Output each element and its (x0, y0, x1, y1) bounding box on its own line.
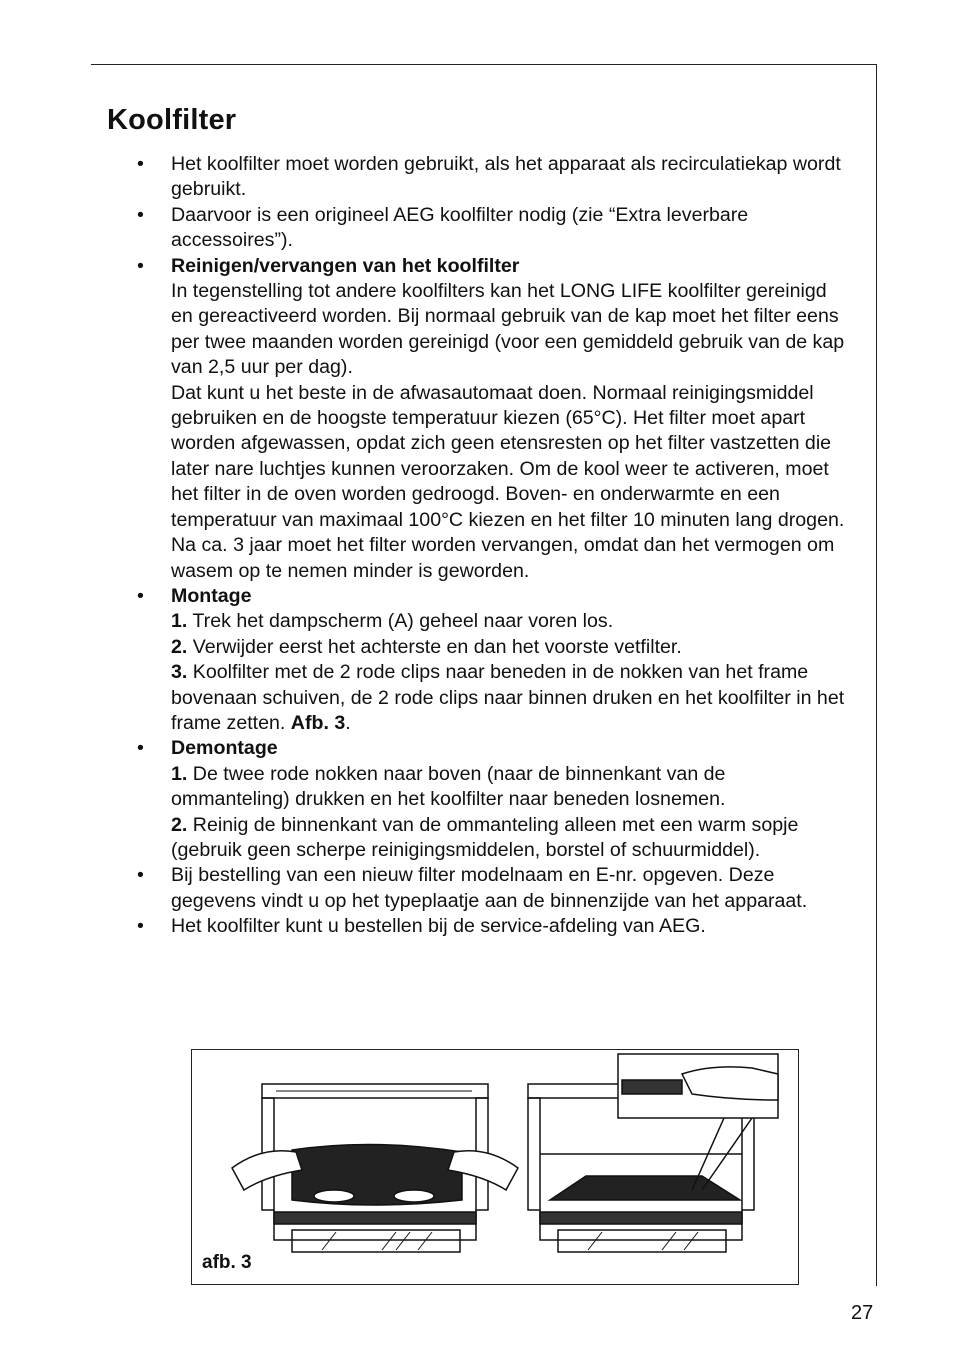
paragraph: Dat kunt u het beste in de afwasautomaat doen. Normaal reinigingsmiddel gebruiken en de hoogste temperatuur kiezen (65°C). Het filter moet apart worden afgewassen, opdat zich geen etensresten op het filter vastzetten die later nare luchtjes kunnen veroorzaken. Om de kool weer te activeren, moet het filter in de oven worden gedroogd. Boven- en onderwarmte en een temperatuur van maximaal 100°C kiezen en het filter 10 minuten lang drogen. (171, 381, 845, 531)
step-text: Koolfilter met de 2 rode clips naar beneden in de nokken van het frame bovenaan schuiven, de 2 rode clips naar binnen druken en het koolfilter in het frame zetten. (171, 661, 845, 734)
paragraph: In tegenstelling tot andere koolfilters kan het LONG LIFE koolfilter gereinigd en gereactiveerd worden. Bij normaal gebruik van de kap moet het filter eens per twee maanden worden gereinigd (voor een gemiddeld gebruik van de kap van 2,5 uur per dag). (171, 280, 845, 379)
bullet-icon: • (137, 203, 144, 226)
step (171, 635, 849, 660)
item-text: Daarvoor is een origineel AEG koolfilter nodig (zie “Extra leverbare accessoires”). (171, 203, 749, 252)
step (171, 813, 849, 864)
page-title: Koolfilter (107, 104, 237, 136)
list-item (137, 914, 849, 939)
step-end: . (345, 711, 351, 734)
bullet-list (137, 152, 849, 940)
bullet-icon: • (137, 254, 144, 277)
step-number: 3. (171, 661, 188, 684)
bullet-icon: • (137, 584, 144, 607)
hood-left-drawing (232, 1084, 518, 1252)
list-item-cleaning (137, 254, 849, 584)
step-number: 1. (171, 610, 188, 633)
section-heading: Montage (171, 584, 252, 607)
item-text: Bij bestelling van een nieuw filter modelnaam en E-nr. opgeven. Deze gegevens vindt u op het typeplaatje aan de binnenzijde van het apparaat. (171, 864, 808, 912)
list-item (137, 863, 849, 914)
step-text: De twee rode nokken naar boven (naar de binnenkant van de ommanteling) drukken en het koolfilter naar beneden losnemen. (171, 762, 726, 811)
step (171, 762, 849, 813)
step-text: Verwijder eerst het achterste en dan het voorste vetfilter. (187, 635, 682, 658)
figure-reference: Afb. 3 (290, 711, 346, 734)
bullet-icon: • (137, 153, 144, 175)
item-text: Het koolfilter kunt u bestellen bij de service-afdeling van AEG. (171, 915, 706, 938)
hood-right-drawing (528, 1054, 778, 1252)
paragraph: Na ca. 3 jaar moet het filter worden vervangen, omdat dan het vermogen om wasem op te nemen minder is geworden. (171, 534, 835, 582)
figure-afb-3 (191, 1049, 799, 1285)
item-text: Het koolfilter moet worden gebruikt, als het apparaat als recirculatiekap wordt gebruikt. (171, 153, 841, 201)
hood-illustration (192, 1050, 798, 1284)
step-text: Reinig de binnenkant van de ommanteling alleen met een warm sopje (gebruik geen scherpe reinigingsmiddelen, borstel of schuurmiddel). (171, 813, 799, 861)
bullet-icon: • (137, 737, 144, 760)
list-item (137, 152, 849, 203)
top-rule (91, 64, 877, 65)
right-rule (876, 64, 877, 1286)
figure-label: afb. 3 (202, 1252, 252, 1273)
page-number: 27 (851, 1302, 874, 1324)
list-item-montage (137, 584, 849, 736)
step-text: Trek het dampscherm (A) geheel naar voren los. (187, 610, 614, 633)
step (171, 660, 849, 736)
list-item (137, 203, 849, 254)
step-number: 1. (171, 762, 188, 785)
section-heading: Demontage (171, 737, 278, 760)
step (171, 609, 849, 634)
bullet-icon: • (137, 864, 144, 887)
step-number: 2. (171, 635, 188, 658)
list-item-demontage (137, 736, 849, 863)
step-number: 2. (171, 813, 188, 836)
bullet-icon: • (137, 915, 144, 938)
section-heading: Reinigen/vervangen van het koolfilter (171, 254, 520, 277)
